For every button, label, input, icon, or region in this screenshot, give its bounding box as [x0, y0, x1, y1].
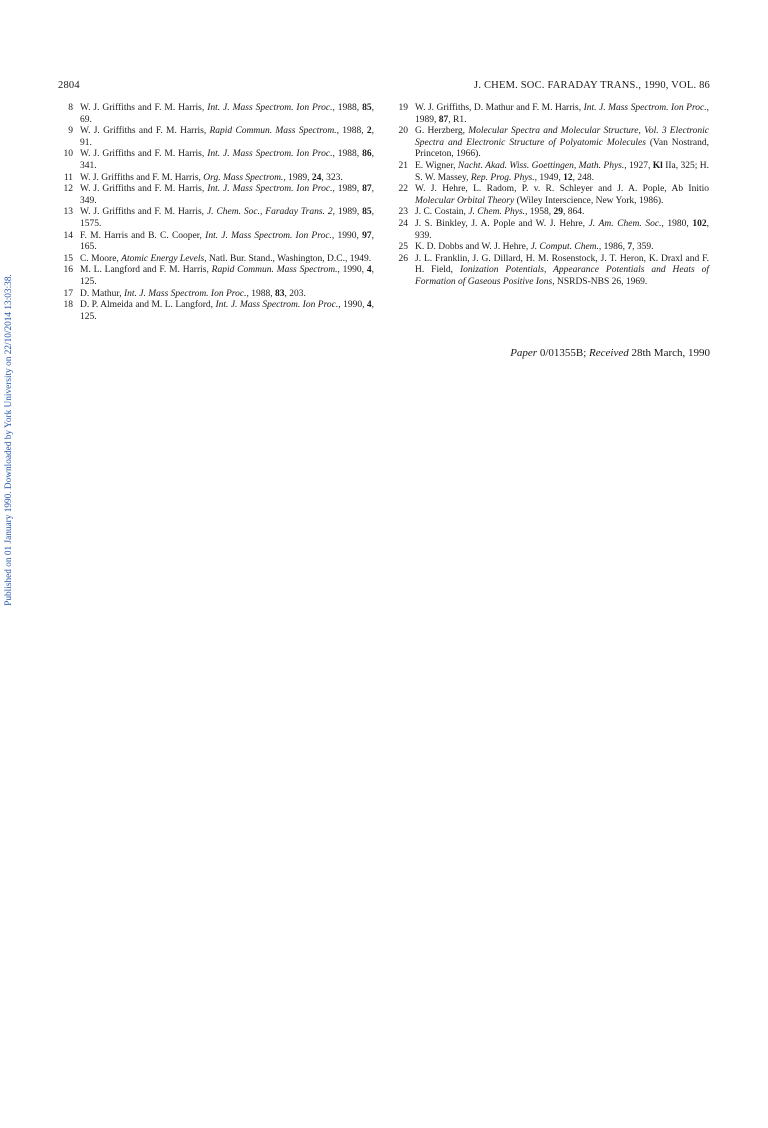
- reference-entry: [58, 126, 374, 149]
- reference-title: Int. J. Mass Spectrom. Ion Proc.: [207, 103, 333, 113]
- reference-text: , 248.: [572, 172, 595, 183]
- reference-number: 25: [398, 242, 408, 253]
- reference-text: , 939.: [415, 218, 710, 241]
- reference-entry: [58, 207, 374, 230]
- reference-text: (Van Nostrand, Princeton, 1966).: [415, 137, 709, 160]
- reference-volume: 86: [362, 149, 372, 160]
- reference-title: Int. J. Mass Spectrom. Ion Proc.: [123, 288, 247, 299]
- reference-text: , 1988,: [332, 103, 363, 113]
- reference-number: 26: [398, 253, 408, 264]
- reference-title: Org. Mass Spectrom.: [203, 172, 284, 183]
- reference-text: , 1988,: [246, 288, 275, 299]
- reference-text: W. J. Griffiths and F. M. Harris,: [80, 172, 204, 183]
- reference-number: 21: [398, 160, 408, 171]
- reference-title: Int. J. Mass Spectrom. Ion Proc.: [583, 103, 707, 113]
- reference-volume: 4: [366, 265, 372, 276]
- reference-text: , 1990,: [337, 265, 367, 276]
- reference-text: , 1990,: [331, 230, 363, 241]
- reference-text: W. J. Griffiths and F. M. Harris,: [80, 207, 207, 218]
- reference-volume: 87: [438, 114, 449, 125]
- paper-label: Paper: [510, 347, 538, 359]
- paper-id: 0/01355B;: [539, 347, 587, 359]
- reference-number: 17: [63, 288, 73, 299]
- reference-text: , 1989,: [415, 103, 710, 125]
- reference-text: , 323.: [321, 172, 343, 183]
- reference-text: , 1988,: [332, 149, 363, 160]
- reference-number: 14: [63, 230, 73, 241]
- reference-text: J. L. Franklin, J. G. Dillard, H. M. Rosenstock, J. T. Heron, K. Draxl and F. H. Field,: [415, 253, 709, 276]
- reference-text: J. C. Costain,: [415, 207, 469, 218]
- reference-entry: [58, 300, 374, 323]
- reference-text: D. P. Almeida and M. L. Langford,: [80, 300, 216, 311]
- reference-text: W. J. Griffiths and F. M. Harris,: [80, 103, 208, 113]
- reference-number: 10: [63, 149, 73, 160]
- reference-number: 20: [398, 126, 408, 137]
- reference-volume: 85: [362, 207, 372, 218]
- reference-entry: [393, 242, 709, 254]
- reference-entry: [393, 161, 709, 184]
- page-number: 2804: [58, 80, 80, 91]
- reference-entry: [58, 231, 374, 254]
- received-label: Received: [589, 347, 629, 359]
- reference-title: Int. J. Mass Spectrom. Ion Proc.: [205, 230, 332, 241]
- reference-entry: [393, 103, 709, 126]
- reference-text: , 349.: [80, 184, 374, 206]
- reference-text: W. J. Griffiths and F. M. Harris,: [80, 126, 210, 137]
- reference-text: , 69.: [80, 103, 374, 125]
- reference-entry: [58, 184, 374, 207]
- reference-volume: 7: [627, 242, 633, 253]
- reference-entry: [393, 126, 709, 161]
- reference-text: , 1990,: [338, 300, 367, 311]
- reference-number: 23: [398, 207, 408, 218]
- reference-entry: [58, 173, 374, 185]
- reference-volume: Kl: [652, 160, 663, 171]
- reference-title: Rapid Commun. Mass Spectrom.: [209, 126, 337, 137]
- reference-title: Int. J. Mass Spectrom. Ion Proc.: [215, 300, 339, 311]
- reference-text: , 864.: [563, 207, 585, 218]
- reference-entry: [58, 149, 374, 172]
- reference-title: Int. J. Mass Spectrom. Ion Proc.: [207, 184, 333, 195]
- reference-text: , 91.: [80, 126, 375, 148]
- reference-number: 9: [68, 126, 73, 137]
- reference-title: J. Comput. Chem.: [530, 242, 599, 253]
- reference-number: 13: [63, 207, 73, 218]
- reference-entry: [58, 254, 374, 266]
- reference-title: J. Chem. Soc., Faraday Trans. 2: [206, 207, 333, 218]
- reference-volume: 102: [692, 218, 707, 229]
- reference-title: Atomic Energy Levels: [121, 253, 205, 264]
- reference-text: , 125.: [80, 300, 374, 322]
- reference-volume: 4: [366, 300, 372, 311]
- reference-volume: 97: [362, 230, 372, 241]
- received-date: 28th March, 1990: [631, 347, 710, 359]
- reference-text: G. Herzberg,: [415, 126, 469, 137]
- reference-text: , 1986,: [598, 242, 628, 253]
- reference-text: , NSRDS-NBS 26, 1969.: [552, 276, 648, 287]
- reference-text: , 1958,: [525, 207, 554, 218]
- reference-volume: 85: [362, 103, 372, 113]
- reference-number: 15: [63, 253, 73, 264]
- reference-text: , 203.: [284, 288, 306, 299]
- reference-title: J. Am. Chem. Soc.: [588, 218, 662, 229]
- reference-title: J. Chem. Phys.: [468, 207, 526, 218]
- reference-text: E. Wigner,: [415, 160, 458, 171]
- reference-title: Ionization Potentials, Appearance Potentials and Heats of Formation of Gaseous Positive Ions: [415, 265, 709, 287]
- reference-entry: [393, 219, 709, 242]
- reference-entry: [58, 289, 374, 301]
- reference-text: , 1927,: [624, 160, 653, 171]
- reference-title: Int. J. Mass Spectrom. Ion Proc.: [207, 149, 333, 160]
- download-watermark: [0, 200, 18, 680]
- reference-volume: 12: [563, 172, 573, 183]
- reference-number: 16: [63, 265, 73, 276]
- reference-text: , 125.: [80, 265, 375, 287]
- reference-text: , 341.: [80, 149, 374, 171]
- received-footer: [510, 347, 710, 359]
- reference-title: Rapid Commun. Mass Spectrom.: [211, 265, 338, 276]
- page-header: [58, 80, 710, 94]
- reference-entry: [393, 184, 709, 207]
- download-note: Published on 01 January 1990. Downloaded by York University on 22/10/2014 13:03:38.: [4, 274, 14, 606]
- reference-text: W. J. Griffiths and F. M. Harris,: [80, 149, 208, 160]
- references-right-column: [393, 103, 709, 289]
- reference-entry: [58, 265, 374, 288]
- reference-text: , 359.: [632, 242, 654, 253]
- reference-text: , 1980,: [661, 218, 693, 229]
- reference-title: Rep. Prog. Phys.: [470, 172, 535, 183]
- reference-entry: [58, 103, 374, 126]
- reference-text: , Natl. Bur. Stand., Washington, D.C., 1949.: [204, 253, 372, 264]
- reference-title: Molecular Spectra and Molecular Structure, Vol. 3 Electronic Spectra and Electronic Structure of Polyatomic Molecules: [415, 126, 709, 148]
- reference-volume: 87: [362, 184, 372, 195]
- reference-number: 19: [398, 103, 408, 113]
- reference-text: W. J. Hehre, L. Radom, P. v. R. Schleyer and J. A. Pople, Ab Initio: [415, 184, 709, 195]
- reference-text: , 1989,: [332, 207, 363, 218]
- reference-text: D. Mathur,: [80, 288, 124, 299]
- reference-number: 18: [63, 300, 73, 311]
- reference-entry: [393, 254, 709, 289]
- reference-text: , 1575.: [80, 207, 375, 229]
- reference-text: C. Moore,: [80, 253, 122, 264]
- reference-number: 8: [68, 103, 73, 113]
- reference-text: W. J. Griffiths, D. Mathur and F. M. Harris,: [415, 103, 584, 113]
- reference-text: , 1989,: [283, 172, 312, 183]
- reference-title: Molecular Orbital Theory: [415, 195, 515, 206]
- reference-text: (Wiley Interscience, New York, 1986).: [514, 195, 664, 206]
- reference-volume: 83: [274, 288, 285, 299]
- reference-text: , R1.: [448, 114, 467, 125]
- journal-citation: J. CHEM. SOC. FARADAY TRANS., 1990, VOL. 86: [474, 80, 710, 91]
- reference-number: 24: [398, 218, 408, 229]
- reference-text: IIa, 325; H. S. W. Massey,: [415, 160, 710, 183]
- reference-volume: 2: [366, 126, 372, 137]
- reference-text: M. L. Langford and F. M. Harris,: [80, 265, 212, 276]
- reference-volume: 24: [311, 172, 322, 183]
- reference-text: , 165.: [80, 230, 374, 253]
- reference-text: K. D. Dobbs and W. J. Hehre,: [415, 242, 531, 253]
- reference-volume: 29: [553, 207, 564, 218]
- reference-text: J. S. Binkley, J. A. Pople and W. J. Hehre,: [415, 218, 589, 229]
- reference-number: 12: [63, 184, 73, 195]
- reference-text: , 1988,: [336, 126, 367, 137]
- reference-number: 11: [63, 172, 73, 183]
- references-left-column: [58, 103, 374, 323]
- reference-text: , 1949,: [534, 172, 564, 183]
- reference-text: F. M. Harris and B. C. Cooper,: [80, 230, 206, 241]
- reference-number: 22: [398, 184, 408, 195]
- reference-entry: [393, 207, 709, 219]
- reference-text: W. J. Griffiths and F. M. Harris,: [80, 184, 208, 195]
- reference-title: Nacht. Akad. Wiss. Goettingen, Math. Phys.: [457, 160, 625, 171]
- reference-text: , 1989,: [332, 184, 363, 195]
